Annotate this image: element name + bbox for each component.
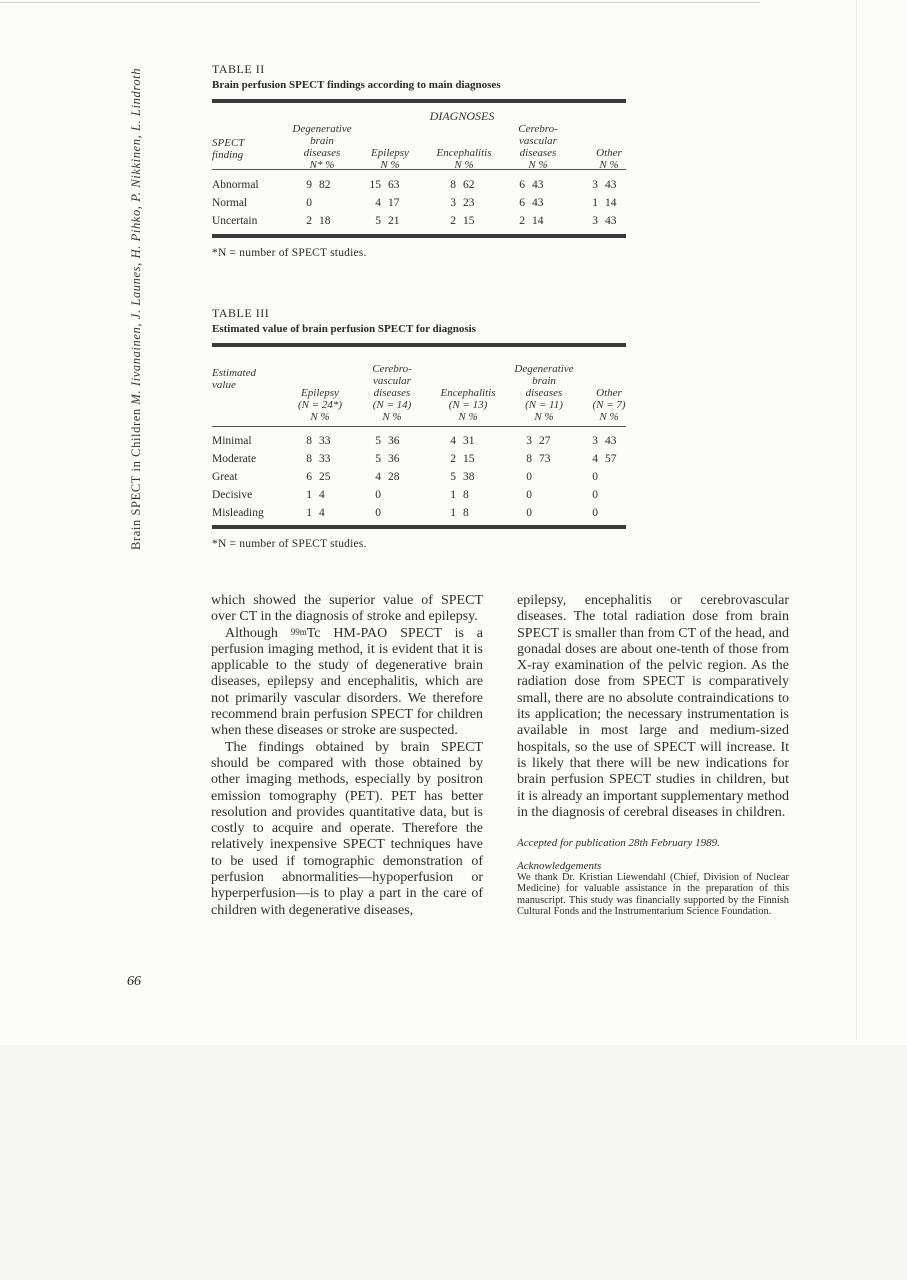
cell-n: 2: [450, 215, 456, 227]
cell-pct: 38: [463, 471, 475, 483]
cell-pct: 43: [605, 435, 617, 447]
cell-pct: 15: [463, 215, 475, 227]
table-bottom-rule: [212, 234, 626, 238]
cell-n: 8: [450, 179, 456, 191]
column-subheader: N %: [599, 159, 619, 171]
running-head: [122, 50, 150, 550]
running-head-authors: M. Iivanainen, J. Launes, H. Pihko, P. Nikkinen, L. Lindroth: [129, 67, 143, 405]
cell-pct: 31: [463, 435, 475, 447]
column-header: Cerebro-: [372, 363, 412, 375]
cell-pct: 63: [388, 179, 400, 191]
table-header: [212, 347, 626, 426]
row-header: finding: [212, 149, 244, 161]
column-header: vascular: [519, 135, 557, 147]
cell-n: 3: [592, 215, 598, 227]
cell-pct: 36: [388, 453, 400, 465]
cell-pct: 14: [532, 215, 544, 227]
column-header: Other: [596, 147, 622, 159]
cell-n: 8: [526, 453, 532, 465]
cell-n: 4: [375, 471, 381, 483]
cell-pct: 8: [463, 489, 469, 501]
cell-pct: 27: [539, 435, 551, 447]
row-label: Minimal: [212, 435, 252, 447]
cell-n: 0: [526, 471, 532, 483]
acknowledgements-text: We thank Dr. Kristian Liewendahl (Chief, Division of Nuclear Medicine) for valuable assistance in the preparation of this manuscript. This study was financially supported by the Finnish Cultural Fonds and the Instrumentarium Science Foundation.: [517, 872, 789, 917]
cell-n: 5: [450, 471, 456, 483]
cell-n: 6: [306, 471, 312, 483]
column-spanner: DIAGNOSES: [429, 109, 495, 123]
paragraph: epilepsy, encephalitis or cerebrovascular diseases. The total radiation dose from brain SPECT is smaller than from CT of the head, and gonadal doses are about one-tenth of those from X-ray examination of the pelvic region. As the radiation dose from SPECT is comparatively small, there are no absolute contraindications to its application; the necessary instrumentation is available in most large and medium-sized hospitals, so the use of SPECT will increase. It is likely that there will be new indications for brain perfusion SPECT studies in children, but it is already an important supplementary method in the diagnosis of cerebral diseases in children.: [517, 593, 789, 820]
cell-n: 3: [526, 435, 532, 447]
cell-n: 5: [375, 215, 381, 227]
cell-n: 0: [306, 197, 312, 209]
superscript: 99m: [290, 626, 307, 637]
table-label: TABLE III: [212, 306, 270, 320]
row-label: Uncertain: [212, 215, 258, 227]
left-column: [211, 593, 483, 919]
cell-n: 0: [592, 489, 598, 501]
paragraph: [211, 626, 483, 740]
column-header: vascular: [373, 375, 411, 387]
row-header: SPECT: [212, 137, 245, 149]
cell-n: 2: [306, 215, 312, 227]
acknowledgements-heading: Acknowledgements: [517, 860, 602, 873]
column-subheader: N %: [310, 411, 330, 423]
column-header: Encephalitis: [440, 387, 496, 399]
table-footnote: *N = number of SPECT studies.: [212, 247, 367, 259]
column-header: Epilepsy: [371, 147, 409, 159]
row-label: Misleading: [212, 507, 264, 519]
row-header: value: [212, 379, 236, 391]
table-caption: Estimated value of brain perfusion SPECT for diagnosis: [212, 323, 476, 335]
cell-pct: 43: [605, 179, 617, 191]
cell-n: 2: [519, 215, 525, 227]
table-body: [212, 427, 626, 525]
column-header: Epilepsy: [301, 387, 339, 399]
right-column: [517, 593, 789, 917]
cell-pct: 33: [319, 453, 331, 465]
column-header: brain: [310, 135, 334, 147]
cell-pct: 43: [532, 197, 544, 209]
column-subheader: N %: [528, 159, 548, 171]
column-header: diseases: [373, 387, 411, 399]
cell-pct: 36: [388, 435, 400, 447]
cell-pct: 43: [532, 179, 544, 191]
cell-n: 5: [375, 453, 381, 465]
top-edge-line: [0, 2, 760, 3]
cell-pct: 21: [388, 215, 400, 227]
cell-n: 1: [306, 489, 312, 501]
cell-pct: 57: [605, 453, 617, 465]
cell-n: 8: [306, 435, 312, 447]
column-header: (N = 24*): [297, 399, 343, 411]
cell-n: 3: [592, 435, 598, 447]
row-label: Great: [212, 471, 238, 483]
cell-pct: 15: [463, 453, 475, 465]
column-subheader: N* %: [309, 159, 335, 171]
cell-n: 3: [450, 197, 456, 209]
cell-n: 6: [519, 197, 525, 209]
column-header: diseases: [519, 147, 557, 159]
cell-pct: 62: [463, 179, 475, 191]
page-bottom-margin: [0, 1045, 907, 1280]
cell-n: 1: [592, 197, 598, 209]
running-head-prefix: Brain SPECT in Children: [129, 408, 143, 550]
row-label: Decisive: [212, 489, 253, 501]
cell-n: 3: [592, 179, 598, 191]
cell-pct: 4: [319, 507, 325, 519]
cell-n: 0: [592, 507, 598, 519]
cell-n: 1: [450, 507, 456, 519]
row-label: Normal: [212, 197, 248, 209]
cell-n: 4: [375, 197, 381, 209]
column-header: (N = 7): [592, 399, 626, 411]
column-header: Other: [596, 387, 622, 399]
column-subheader: N %: [534, 411, 554, 423]
cell-n: 15: [369, 179, 381, 191]
column-header: diseases: [303, 147, 341, 159]
page-number: 66: [127, 974, 141, 989]
cell-n: 0: [592, 471, 598, 483]
cell-pct: 18: [319, 215, 331, 227]
cell-n: 0: [375, 489, 381, 501]
column-subheader: N %: [454, 159, 474, 171]
column-header: Cerebro-: [518, 123, 558, 135]
cell-n: 1: [306, 507, 312, 519]
column-header: brain: [532, 375, 556, 387]
cell-n: 6: [519, 179, 525, 191]
cell-n: 0: [375, 507, 381, 519]
row-label: Abnormal: [212, 179, 259, 191]
cell-pct: 23: [463, 197, 475, 209]
cell-n: 0: [526, 489, 532, 501]
column-header: Degenerative: [292, 123, 352, 135]
table-label: TABLE II: [212, 62, 265, 76]
column-header: Degenerative: [514, 363, 574, 375]
column-subheader: N %: [458, 411, 478, 423]
cell-pct: 25: [319, 471, 331, 483]
column-subheader: N %: [380, 159, 400, 171]
table-caption: Brain perfusion SPECT findings according to main diagnoses: [212, 79, 501, 91]
cell-pct: 8: [463, 507, 469, 519]
cell-n: 8: [306, 453, 312, 465]
cell-pct: 73: [539, 453, 551, 465]
table-bottom-rule: [212, 525, 626, 529]
row-label: Moderate: [212, 453, 257, 465]
row-header: Estimated: [212, 367, 256, 379]
cell-pct: 33: [319, 435, 331, 447]
column-header: diseases: [525, 387, 563, 399]
table-3: [212, 306, 626, 551]
table-2: [212, 62, 626, 260]
paragraph: which showed the superior value of SPECT over CT in the diagnosis of stroke and epilepsy.: [211, 593, 483, 625]
column-subheader: N %: [599, 411, 619, 423]
paragraph: The findings obtained by brain SPECT should be compared with those obtained by other imaging methods, especially by positron emission tomography (PET). PET has better resolution and provides quantitative data, but is costly to acquire and operate. Therefore the relatively inexpensive SPECT techniques have to be used if tomographic demonstration of perfusion abnormalities—hypoperfusion or hyperperfusion—is to play a part in the care of children with degenerative diseases,: [211, 739, 483, 918]
column-subheader: N %: [382, 411, 402, 423]
cell-pct: 17: [388, 197, 400, 209]
right-edge-line: [856, 0, 857, 1040]
cell-n: 5: [375, 435, 381, 447]
paragraph-text: Tc HM-PAO SPECT is a perfusion imaging method, it is evident that it is applicable to the study of degenerative brain diseases, epilepsy and encephalitis, which are not primarily vascular disorders. We therefore recommend brain perfusion SPECT for children when these diseases or stroke are suspected.: [211, 625, 483, 739]
table-footnote: *N = number of SPECT studies.: [212, 538, 367, 550]
cell-n: 0: [526, 507, 532, 519]
column-header: Encephalitis: [436, 147, 492, 159]
paragraph-text: Although: [225, 625, 291, 641]
cell-n: 1: [450, 489, 456, 501]
cell-n: 4: [450, 435, 456, 447]
column-header: (N = 11): [525, 399, 563, 411]
cell-pct: 82: [319, 179, 331, 191]
cell-pct: 14: [605, 197, 617, 209]
cell-pct: 43: [605, 215, 617, 227]
table-body: [212, 170, 626, 234]
table-header: [212, 103, 626, 169]
cell-n: 9: [306, 179, 312, 191]
cell-n: 4: [592, 453, 598, 465]
column-header: (N = 14): [372, 399, 412, 411]
cell-pct: 28: [388, 471, 400, 483]
column-header: (N = 13): [448, 399, 488, 411]
cell-n: 2: [450, 453, 456, 465]
accepted-date: Accepted for publication 28th February 1989.: [517, 837, 720, 850]
cell-pct: 4: [319, 489, 325, 501]
